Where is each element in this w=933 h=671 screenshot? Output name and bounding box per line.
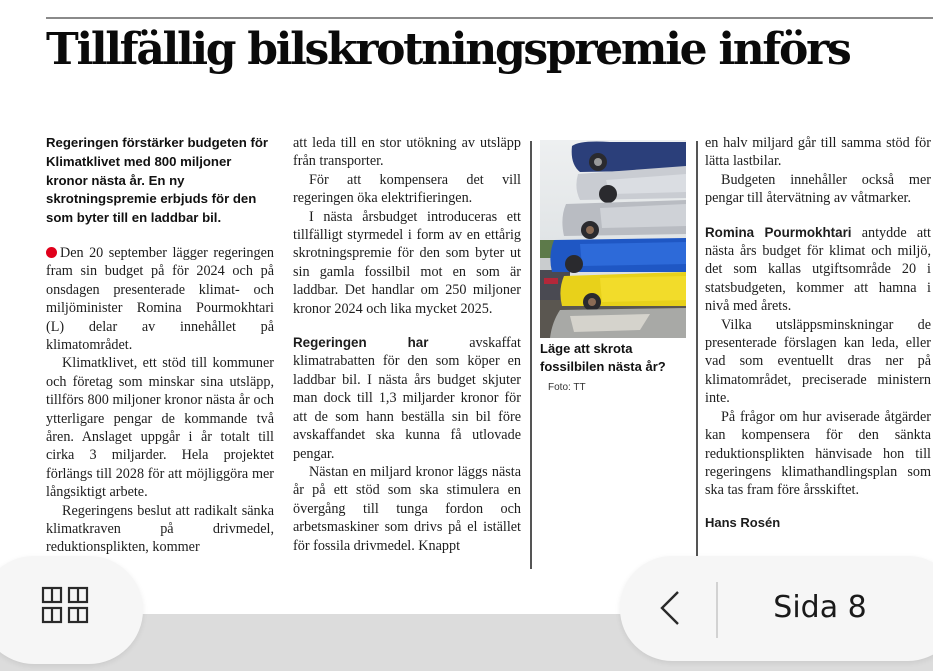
photo-credit: Foto: TT — [548, 381, 586, 393]
chevron-left-icon[interactable] — [650, 586, 694, 630]
paragraph: Klimatklivet, ett stöd till kommuner och företag som minskar sina utsläpp, tillförs 800 miljoner kronor nästa år och ytterligare pengar de kommande två åren. Anslaget uppgår i år totalt till cirka 3 miljarder. Hela projektet förlängs till 2028 för att möjliggöra mer långsiktigt arbete. — [46, 355, 274, 501]
scrapped-cars-photo — [540, 140, 686, 338]
paragraph: en halv miljard går till samma stöd för lätta lastbilar. — [705, 135, 931, 170]
paragraph-text: antydde att nästa års budget för klimat och miljö, det som kallas utgiftsområde 20 i statsbudgeten, kommer att hamna i nivå med årets. — [705, 224, 931, 315]
subhead-lead: Romina Pourmokhtari — [705, 224, 852, 240]
paragraph — [293, 334, 521, 463]
page-grid-icon — [41, 586, 91, 624]
paragraph: att leda till en stor utökning av utsläpp från transporter. — [293, 135, 521, 170]
byline: Hans Rosén — [705, 514, 781, 530]
photo-caption — [540, 340, 690, 397]
section-spacer — [293, 318, 521, 334]
paragraph: Vilka utsläppsminskningar de presenterade förslagen kan leda, eller vad som eventuellt dras ner på klimatområdet, preciserade ministern inte. — [705, 316, 931, 407]
headline: Tillfällig bilskrotningspremie införs — [46, 24, 850, 75]
paragraph-text: Den 20 september lägger regeringen fram sin budget på för 2024 och på onsdagen presenterade klimat- och miljöminister Romina Pourmokhtari (L) delar av innehållet på klimatområdet. — [46, 244, 274, 354]
paragraph: Budgeten innehåller också mer pengar till återvätning av våtmarker. — [705, 171, 931, 207]
paragraph: Nästan en miljard kronor läggs nästa år på ett stöd som ska stimulera en övergång till tunga fordon och arbetsmaskiner som drivs på el istället för fossila drivmedel. Knappt — [293, 463, 521, 554]
subhead-lead: Regeringen har — [293, 335, 429, 351]
paragraph-text: avskaffat klimatrabatten för den som köper en laddbar bil. I nästa års budget skjuter man dock till 1,3 miljarder kronor för att de som hann beställa sin bil före avskaffandet ska kunna få utlovade pengar. — [293, 335, 521, 462]
page-navigation — [620, 556, 933, 661]
column-divider — [530, 141, 532, 569]
section-spacer — [705, 208, 931, 224]
article-lead: Regeringen förstärker budgeten för Klimatklivet med 800 miljoner kronor nästa år. En ny skrotningspremie erbjuds för den som byter till en laddbar bil. — [46, 135, 269, 226]
paragraph: För att kompensera det vill regeringen öka elektrifieringen. — [293, 171, 521, 207]
scrapped-cars-photo-icon — [540, 140, 686, 338]
paragraph — [705, 224, 931, 316]
page-indicator[interactable]: Sida 8 — [773, 590, 867, 625]
caption-text: Läge att skrota fossilbilen nästa år? — [540, 341, 666, 375]
red-dot-icon — [46, 247, 57, 258]
article-column-2 — [293, 134, 521, 555]
paragraph: På frågor om hur aviserade åtgärder kan kompensera för den sänkta reduktionsplikten hänvisade hon till regeringens klimathandlingsplan som ska tas fram före årsskiftet. — [705, 408, 931, 499]
page-overview-button[interactable] — [0, 556, 143, 664]
column-divider — [696, 141, 698, 561]
paragraph: Regeringens beslut att radikalt sänka klimatkraven på drivmedel, reduktionsplikten, kommer — [46, 502, 274, 556]
paragraph: I nästa årsbudget introduceras ett tillfälligt styrmedel i form av en ettårig skrotningspremie för den som byter ut sin gamla fossilbil mot en som är laddbar. Det handlar om 250 miljoner kronor 2024 och lika mycket 2025. — [293, 208, 521, 317]
pill-divider — [716, 582, 718, 638]
article-column-4 — [705, 134, 931, 532]
top-rule — [46, 17, 933, 19]
paragraph — [46, 244, 274, 354]
article-column-1 — [46, 134, 274, 557]
